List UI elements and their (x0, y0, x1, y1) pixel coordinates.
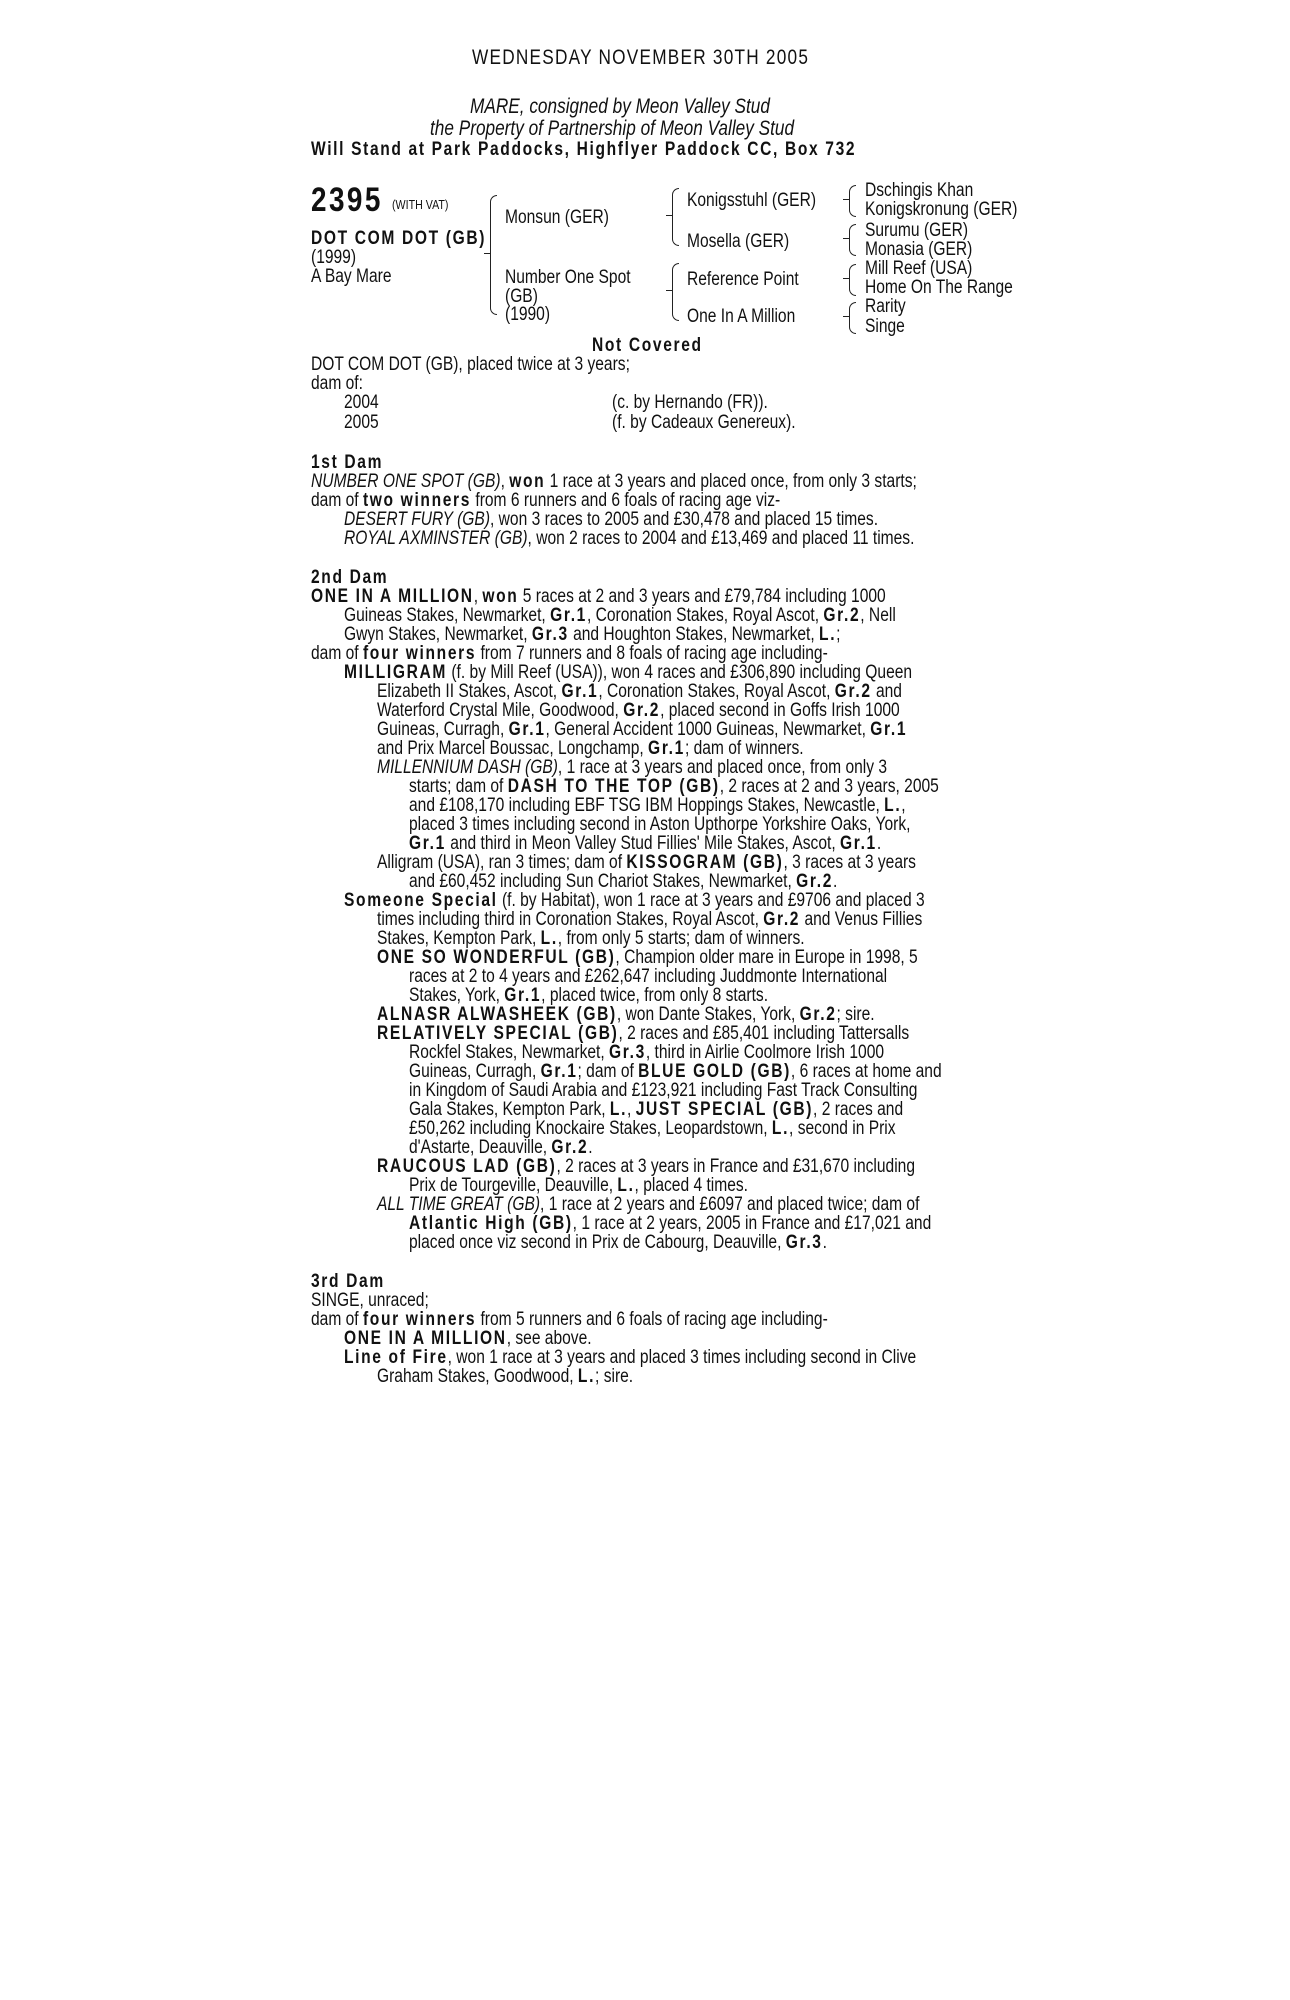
produce-year: 2004 (344, 392, 379, 413)
dam2-line: in Kingdom of Saudi Arabia and £123,921 including Fast Track Consulting (409, 1080, 918, 1101)
dam2-line: Guineas, Curragh, Gr.1; dam of BLUE GOLD (GB), 6 races at home and (409, 1061, 942, 1082)
produce-year: 2005 (344, 412, 379, 433)
pedigree-dds: Rarity (865, 296, 906, 317)
horse-name: DOT COM DOT (GB) (311, 228, 487, 249)
covering-status: Not Covered (592, 335, 703, 356)
pedigree-sds: Surumu (GER) (865, 220, 969, 241)
dam2-line: ALL TIME GREAT (GB), 1 race at 2 years and £6097 and placed twice; dam of (377, 1194, 920, 1215)
dam2-line: ONE IN A MILLION, won 5 races at 2 and 3 years and £79,784 including 1000 (311, 586, 886, 607)
pedigree-brace (672, 188, 679, 246)
pedigree-dam-dam: One In A Million (687, 306, 796, 327)
dam3-line: SINGE, unraced; (311, 1290, 429, 1311)
dam2-line: ALNASR ALWASHEEK (GB), won Dante Stakes, York, Gr.2; sire. (377, 1004, 875, 1025)
dam3-line: Line of Fire, won 1 race at 3 years and placed 3 times including second in Clive (344, 1347, 917, 1368)
dam2-line: d'Astarte, Deauville, Gr.2. (409, 1137, 593, 1158)
dam1-line: ROYAL AXMINSTER (GB), won 2 races to 2004 and £13,469 and placed 11 times. (344, 528, 915, 549)
dam2-line: Gwyn Stakes, Newmarket, Gr.3 and Houghton Stakes, Newmarket, L.; (344, 624, 841, 645)
dam2-line: and £60,452 including Sun Chariot Stakes, Newmarket, Gr.2. (409, 871, 838, 892)
dam2-line: placed once viz second in Prix de Cabourg, Deauville, Gr.3. (409, 1232, 827, 1253)
dam1-line: dam of two winners from 6 runners and 6 foals of racing age viz- (311, 490, 781, 511)
stand-line: Will Stand at Park Paddocks, Highflyer Paddock CC, Box 732 (311, 139, 857, 160)
dam2-line: times including third in Coronation Stakes, Royal Ascot, Gr.2 and Venus Fillies (377, 909, 923, 930)
pedigree-brace (849, 224, 856, 256)
pedigree-dam-sire: Reference Point (687, 269, 799, 290)
sale-date: WEDNESDAY NOVEMBER 30TH 2005 (472, 46, 810, 69)
consignment-line-1: MARE, consigned by Meon Valley Stud (470, 95, 770, 118)
dam2-line: Stakes, Kempton Park, L., from only 5 starts; dam of winners. (377, 928, 805, 949)
pedigree-sss: Dschingis Khan (865, 180, 974, 201)
dam2-line: Atlantic High (GB), 1 race at 2 years, 2005 in France and £17,021 and (409, 1213, 932, 1234)
dam2-line: Stakes, York, Gr.1, placed twice, from only 8 starts. (409, 985, 769, 1006)
dam2-line: Elizabeth II Stakes, Ascot, Gr.1, Coronation Stakes, Royal Ascot, Gr.2 and (377, 681, 902, 702)
dam3-line: dam of four winners from 5 runners and 6 foals of racing age including- (311, 1309, 828, 1330)
pedigree-brace (490, 195, 497, 315)
section-heading: 3rd Dam (311, 1271, 385, 1292)
pedigree-sire-sire: Konigsstuhl (GER) (687, 190, 817, 211)
pedigree-dsd: Home On The Range (865, 277, 1013, 298)
dam2-line: Rockfel Stakes, Newmarket, Gr.3, third in Airlie Coolmore Irish 1000 (409, 1042, 885, 1063)
pedigree-brace-tip (666, 215, 673, 216)
dam1-line: DESERT FURY (GB), won 3 races to 2005 and £30,478 and placed 15 times. (344, 509, 879, 530)
dam2-line: Alligram (USA), ran 3 times; dam of KISSOGRAM (GB), 3 races at 3 years (377, 852, 916, 873)
vat-note: (WITH VAT) (392, 197, 449, 212)
dam2-line: Gr.1 and third in Meon Valley Stud Fillies' Mile Stakes, Ascot, Gr.1. (409, 833, 882, 854)
dam2-line: MILLENNIUM DASH (GB), 1 race at 3 years and placed once, from only 3 (377, 757, 888, 778)
dam3-line: Graham Stakes, Goodwood, L.; sire. (377, 1366, 634, 1387)
pedigree-ddd: Singe (865, 316, 905, 337)
dam2-line: and £108,170 including EBF TSG IBM Hoppings Stakes, Newcastle, L., (409, 795, 906, 816)
pedigree-dam-origin: (GB) (505, 286, 538, 307)
dam2-line: starts; dam of DASH TO THE TOP (GB), 2 races at 2 and 3 years, 2005 (409, 776, 939, 797)
pedigree-sire: Monsun (GER) (505, 207, 609, 228)
pedigree-brace-tip (843, 238, 850, 239)
lot-number: 2395 (311, 181, 383, 219)
pedigree-dam-year: (1990) (505, 304, 551, 325)
dam2-line: Guineas Stakes, Newmarket, Gr.1, Coronation Stakes, Royal Ascot, Gr.2, Nell (344, 605, 896, 626)
pedigree-brace (849, 264, 856, 296)
dam2-line: Gala Stakes, Kempton Park, L., JUST SPECIAL (GB), 2 races and (409, 1099, 904, 1120)
pedigree-brace (672, 263, 679, 321)
consignment-line-2: the Property of Partnership of Meon Valley Stud (430, 117, 795, 140)
dam2-line: Someone Special (f. by Habitat), won 1 race at 3 years and £9706 and placed 3 (344, 890, 925, 911)
dam2-line: dam of four winners from 7 runners and 8 foals of racing age including- (311, 643, 828, 664)
pedigree-ssd: Konigskronung (GER) (865, 199, 1018, 220)
intro-line: dam of: (311, 373, 363, 394)
dam2-line: placed 3 times including second in Aston Upthorpe Yorkshire Oaks, York, (409, 814, 911, 835)
pedigree-brace (849, 185, 856, 217)
dam2-line: Guineas, Curragh, Gr.1, General Accident 1000 Guineas, Newmarket, Gr.1 (377, 719, 908, 740)
intro-line: DOT COM DOT (GB), placed twice at 3 years; (311, 354, 630, 375)
pedigree-brace-tip (484, 253, 491, 254)
horse-year: (1999) (311, 247, 357, 268)
dam2-line: Waterford Crystal Mile, Goodwood, Gr.2, placed second in Goffs Irish 1000 (377, 700, 900, 721)
produce-note: (f. by Cadeaux Genereux). (612, 412, 796, 433)
pedigree-brace-tip (666, 290, 673, 291)
dam2-line: Prix de Tourgeville, Deauville, L., placed 4 times. (409, 1175, 748, 1196)
section-heading: 1st Dam (311, 452, 384, 473)
dam2-line: RAUCOUS LAD (GB), 2 races at 3 years in France and £31,670 including (377, 1156, 916, 1177)
pedigree-sire-dam: Mosella (GER) (687, 231, 790, 252)
dam2-line: £50,262 including Knockaire Stakes, Leopardstown, L., second in Prix (409, 1118, 896, 1139)
pedigree-dss: Mill Reef (USA) (865, 258, 973, 279)
pedigree-brace-tip (843, 316, 850, 317)
dam1-line: NUMBER ONE SPOT (GB), won 1 race at 3 years and placed once, from only 3 starts; (311, 471, 917, 492)
section-heading: 2nd Dam (311, 567, 389, 588)
dam3-line: ONE IN A MILLION, see above. (344, 1328, 592, 1349)
pedigree-sdd: Monasia (GER) (865, 239, 973, 260)
horse-description: A Bay Mare (311, 266, 392, 287)
dam2-line: RELATIVELY SPECIAL (GB), 2 races and £85,401 including Tattersalls (377, 1023, 910, 1044)
pedigree-brace-tip (843, 278, 850, 279)
dam2-line: races at 2 to 4 years and £262,647 including Juddmonte International (409, 966, 888, 987)
pedigree-brace (849, 302, 856, 334)
dam2-line: and Prix Marcel Boussac, Longchamp, Gr.1; dam of winners. (377, 738, 804, 759)
produce-note: (c. by Hernando (FR)). (612, 392, 768, 413)
pedigree-brace-tip (843, 199, 850, 200)
dam2-line: ONE SO WONDERFUL (GB), Champion older mare in Europe in 1998, 5 (377, 947, 918, 968)
dam2-line: MILLIGRAM (f. by Mill Reef (USA)), won 4 races and £306,890 including Queen (344, 662, 913, 683)
pedigree-dam: Number One Spot (505, 267, 631, 288)
